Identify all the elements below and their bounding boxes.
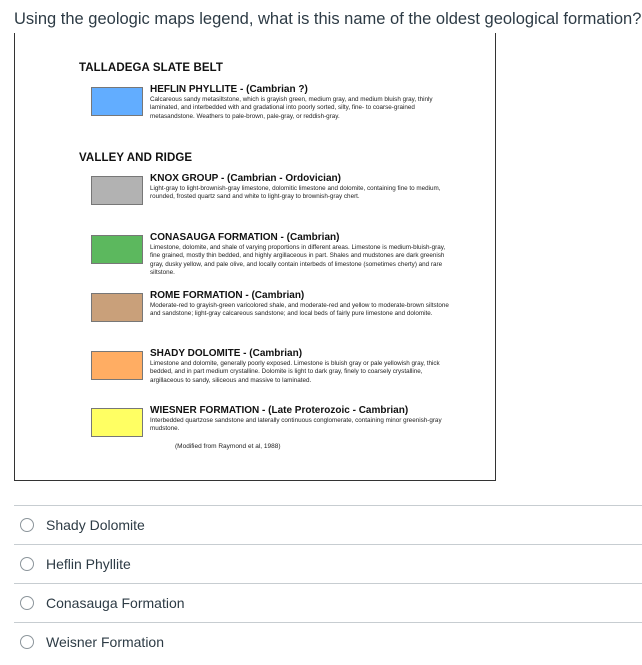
unit-description: Moderate-red to grayish-green varicolored shale, and moderate-red and yellow to moderate-brown siltstone and sandstone; light-gray calcareous sandstone; and local beds of fairly pure limestone and dolomite. <box>150 302 449 318</box>
unit-description: Limestone, dolomite, and shale of varying proportions in different areas. Limestone is medium-bluish-gray, fine grained, mostly thin bedded, and highly argillaceous in part. Shales and mudstones are dark greenish gray, dusky yellow, and pale olive, and locally contain interbeds of limestone (sometimes cherty) and rare siltstone. <box>150 244 446 277</box>
answer-option-shady-dolomite[interactable] <box>14 505 642 544</box>
question-text: Using the geologic maps legend, what is this name of the oldest geological formation? <box>14 10 642 28</box>
radio-button[interactable] <box>20 596 34 610</box>
unit-name: ROME FORMATION - (Cambrian) <box>150 290 305 301</box>
color-swatch-heflin <box>91 87 143 116</box>
geologic-legend-image <box>14 33 496 481</box>
legend-group-talladega: TALLADEGA SLATE BELT <box>79 62 224 74</box>
option-label: Weisner Formation <box>46 634 165 650</box>
unit-description: Interbedded quartzose sandstone and laterally continuous conglomerate, containing minor greenish-gray mudstone. <box>150 417 442 433</box>
color-swatch-rome <box>91 293 143 322</box>
unit-name: KNOX GROUP - (Cambrian - Ordovician) <box>150 173 341 184</box>
radio-button[interactable] <box>20 518 34 532</box>
answer-options <box>14 505 642 661</box>
option-label: Heflin Phyllite <box>46 556 131 572</box>
option-label: Conasauga Formation <box>46 595 185 611</box>
answer-option-heflin-phyllite[interactable] <box>14 544 642 583</box>
unit-name: HEFLIN PHYLLITE - (Cambrian ?) <box>150 84 308 95</box>
unit-description: Limestone and dolomite, generally poorly exposed. Limestone is bluish gray or pale yellowish gray, thick bedded, and in part medium crystalline. Dolomite is light to dark gray, finely to coarsely crystalline, argillaceous to sandy, siliceous and massive to laminated. <box>150 360 440 384</box>
legend-credit: (Modified from Raymond et al, 1988) <box>175 443 281 450</box>
unit-name: CONASAUGA FORMATION - (Cambrian) <box>150 232 340 243</box>
legend-group-valley-ridge: VALLEY AND RIDGE <box>79 152 193 164</box>
color-swatch-shady <box>91 351 143 380</box>
radio-button[interactable] <box>20 557 34 571</box>
option-label: Shady Dolomite <box>46 517 145 533</box>
color-swatch-knox <box>91 176 143 205</box>
unit-description: Light-gray to light-brownish-gray limestone, dolomitic limestone and dolomite, containing fine to medium, rounded, frosted quartz sand and white to light-gray to brownish-gray chert. <box>150 185 441 201</box>
color-swatch-conasauga <box>91 235 143 264</box>
answer-option-weisner-formation[interactable] <box>14 622 642 661</box>
radio-button[interactable] <box>20 635 34 649</box>
unit-description: Calcareous sandy metasiltstone, which is grayish green, medium gray, and medium bluish gray, thinly laminated, and interbedded with and gradational into poorly sorted, silty, fine- to coarse-grained metasandstone. Weathers to pale-brown, pale-gray, or reddish-gray. <box>150 96 433 120</box>
color-swatch-wiesner <box>91 408 143 437</box>
unit-name: WIESNER FORMATION - (Late Proterozoic - Cambrian) <box>150 405 409 416</box>
answer-option-conasauga-formation[interactable] <box>14 583 642 622</box>
unit-name: SHADY DOLOMITE - (Cambrian) <box>150 348 303 359</box>
